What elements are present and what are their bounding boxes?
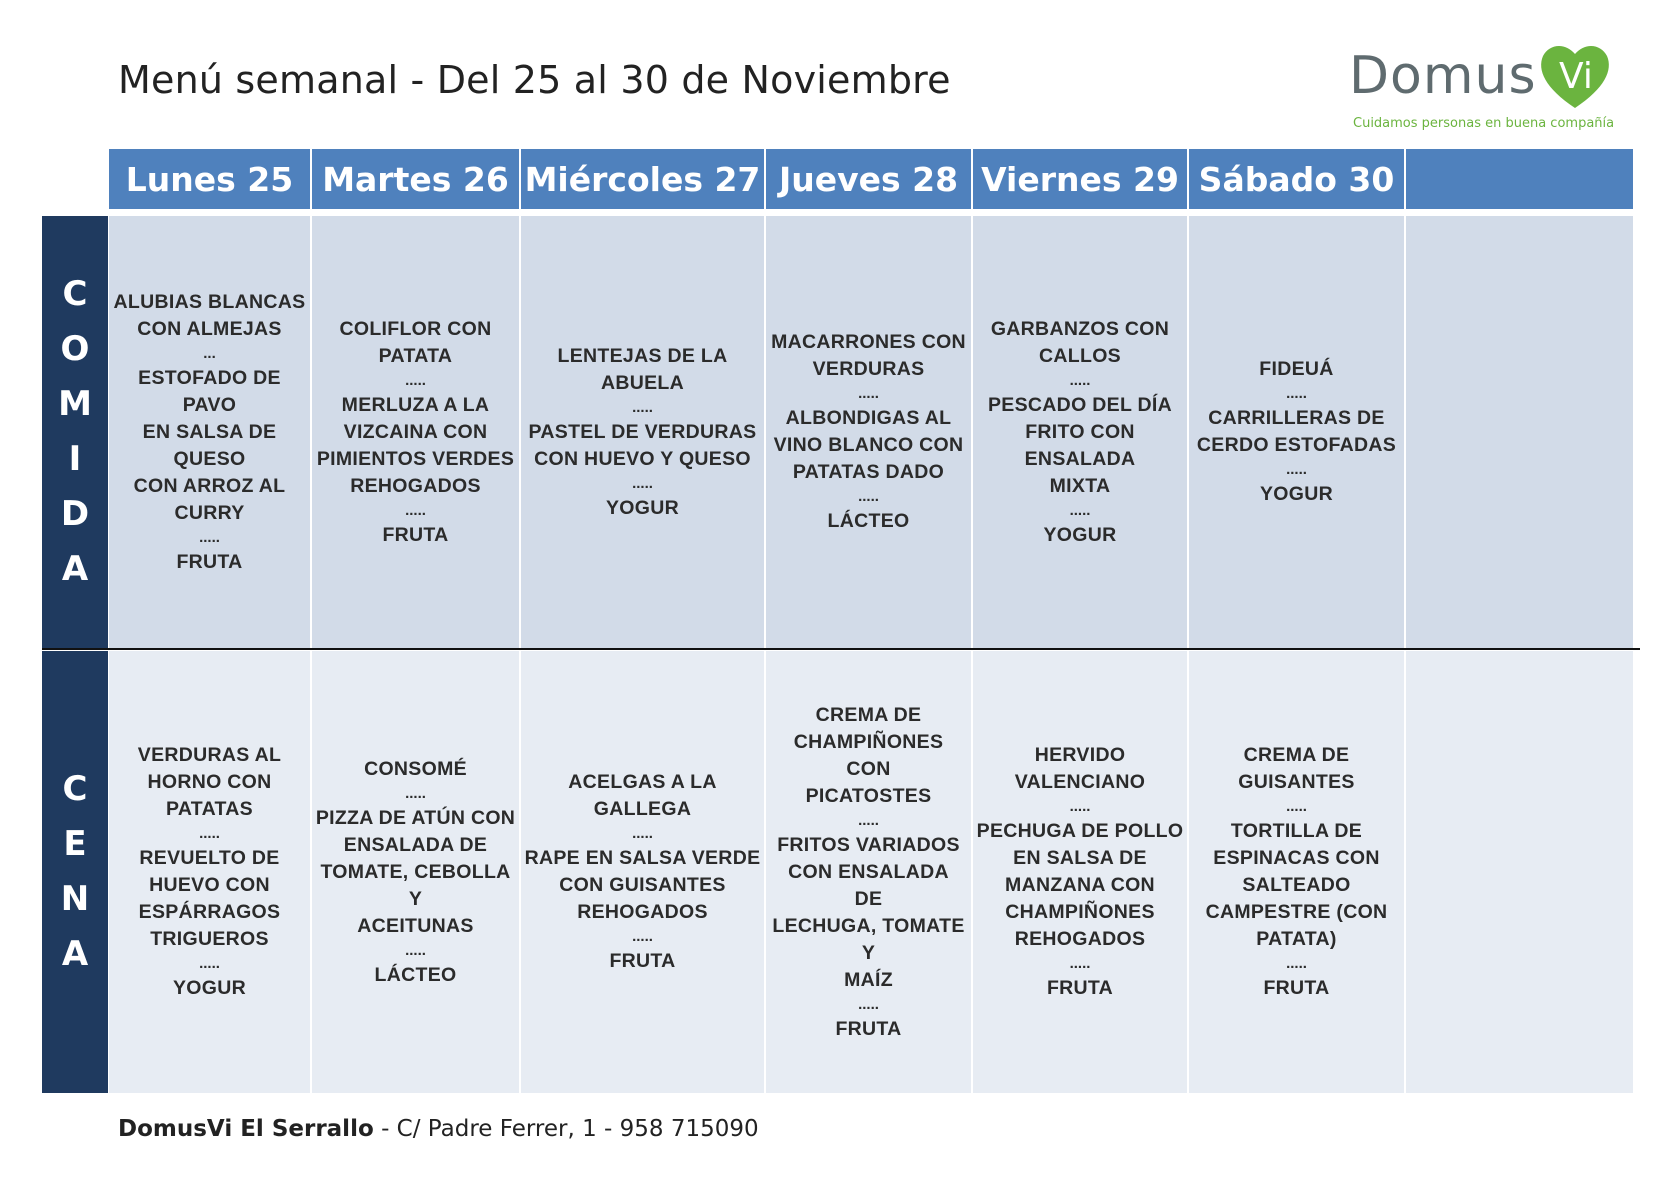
dish-line: MANZANA CON <box>1005 874 1155 896</box>
dish-separator: ..... <box>405 941 426 959</box>
cena-label <box>42 651 108 1093</box>
dish-line: TORTILLA DE <box>1230 820 1363 842</box>
dish-line: LECHUGA, TOMATE Y <box>772 914 971 964</box>
dish-separator: ..... <box>1286 955 1307 972</box>
logo-wordmark: Domus <box>1349 46 1537 106</box>
dish-separator: ..... <box>1286 385 1307 402</box>
day-header <box>1406 149 1633 209</box>
dish-separator: ..... <box>1286 798 1307 815</box>
footer-address <box>118 1116 759 1142</box>
dish-line: CON ENSALADA DE <box>788 860 961 910</box>
menu-cell <box>109 651 312 1093</box>
dish-line: SALTEADO <box>1242 874 1351 896</box>
day-header: Jueves 28 <box>766 149 973 209</box>
comida-label <box>42 216 108 648</box>
dish-separator: ..... <box>405 501 426 519</box>
dish-separator: ..... <box>199 528 220 546</box>
side-label-letter: M <box>58 384 92 424</box>
day-header: Viernes 29 <box>973 149 1189 209</box>
dish-line: ACEITUNAS <box>357 914 474 937</box>
side-label-letter: N <box>60 879 90 919</box>
dish-line: MACARRONES CON <box>771 331 966 353</box>
dish-line: EN SALSA DE QUESO <box>142 420 283 470</box>
dish-line: LÁCTEO <box>827 510 910 532</box>
dish-line: CON GUISANTES <box>559 874 726 896</box>
dish-separator: ..... <box>1069 955 1091 972</box>
dish-line: TOMATE, CEBOLLA Y <box>320 860 516 910</box>
dish-separator: ..... <box>632 474 653 492</box>
dish-line: MIXTA <box>1049 474 1111 497</box>
menu-cell <box>766 651 973 1093</box>
dish-separator: ..... <box>632 928 653 945</box>
dish-line: CON HUEVO Y QUESO <box>534 447 751 470</box>
dish-line: FRUTA <box>1263 977 1330 999</box>
dish-line: REVUELTO DE <box>139 847 280 869</box>
dish-line: PATATA <box>378 344 453 367</box>
menu-cell <box>521 216 766 648</box>
menu-cell <box>973 651 1189 1093</box>
dish-line: CARRILLERAS DE <box>1208 407 1385 429</box>
dish-line: PIMIENTOS VERDES <box>316 447 515 470</box>
day-header: Sábado 30 <box>1189 149 1406 209</box>
dish-line: CHAMPIÑONES CON <box>793 730 949 780</box>
dish-line: PIZZA DE ATÚN CON <box>315 806 516 829</box>
dish-line: LÁCTEO <box>374 963 457 986</box>
dish-line: RAPE EN SALSA VERDE <box>524 847 761 869</box>
dish-separator: ..... <box>405 784 426 802</box>
dish-separator: ..... <box>858 811 879 829</box>
side-label-letter: D <box>60 494 90 534</box>
dish-separator: ..... <box>1069 371 1091 389</box>
dish-line: PASTEL DE VERDURAS <box>528 420 757 443</box>
dish-line: HUEVO CON <box>149 874 270 896</box>
menu-cell <box>521 651 766 1093</box>
side-label-letter: O <box>60 329 90 369</box>
dish-line: CALLOS <box>1039 344 1121 367</box>
dish-separator: ..... <box>632 825 653 842</box>
menu-cell <box>766 216 973 648</box>
dish-separator: ..... <box>632 398 653 416</box>
dish-separator: ..... <box>199 955 220 972</box>
comida-row <box>109 216 1633 648</box>
dish-line: FIDEUÁ <box>1259 358 1334 380</box>
footer-name: DomusVi El Serrallo <box>118 1116 374 1142</box>
logo-mark-text: Vi <box>1559 56 1593 97</box>
side-label-letter: E <box>63 824 87 864</box>
menu-cell <box>1406 651 1633 1093</box>
dish-line: FRUTA <box>1046 977 1114 999</box>
dish-line: PATATA) <box>1256 928 1337 950</box>
dish-line: VERDURAS <box>812 358 925 380</box>
dish-line: FRUTA <box>609 950 676 972</box>
logo-tagline: Cuidamos personas en buena compañía <box>1353 116 1615 131</box>
domusvi-logo <box>1345 38 1615 138</box>
menu-cell <box>973 216 1189 648</box>
dish-line: VIZCAINA CON <box>343 420 488 443</box>
dish-line: ALUBIAS BLANCAS <box>113 290 306 313</box>
dish-line: ESPINACAS CON <box>1213 847 1380 869</box>
dish-line: ESPÁRRAGOS <box>138 901 281 923</box>
heart-leaf-icon <box>1535 38 1615 114</box>
dish-line: VINO BLANCO CON <box>773 434 964 456</box>
dish-line: CON ARROZ AL <box>133 474 286 497</box>
dish-line: YOGUR <box>605 496 679 519</box>
dish-line: VERDURAS AL <box>137 744 282 766</box>
dish-line: REHOGADOS <box>1014 928 1146 950</box>
dish-separator: ..... <box>405 371 426 389</box>
dish-line: CON ALMEJAS <box>137 317 282 340</box>
day-header: Miércoles 27 <box>521 149 766 209</box>
dish-line: CREMA DE GUISANTES <box>1238 744 1356 793</box>
day-header: Lunes 25 <box>109 149 312 209</box>
dish-line: PECHUGA DE POLLO <box>976 820 1184 842</box>
dish-line: PATATAS DADO <box>792 461 945 483</box>
dish-line: CERDO ESTOFADAS <box>1196 434 1397 456</box>
menu-cell <box>109 216 312 648</box>
dish-line: REHOGADOS <box>350 474 481 497</box>
dish-line: TRIGUEROS <box>150 928 269 950</box>
side-label-letter: I <box>68 439 82 479</box>
dish-line: PESCADO DEL DÍA <box>988 393 1172 416</box>
dish-separator: ..... <box>199 825 220 842</box>
menu-cell <box>1189 216 1406 648</box>
dish-line: FRUTA <box>835 1017 902 1040</box>
row-divider <box>42 648 1640 650</box>
dish-line: MAÍZ <box>844 968 893 991</box>
dish-separator: ..... <box>1069 501 1091 519</box>
dish-line: CONSOMÉ <box>364 757 467 780</box>
menu-cell <box>1406 216 1633 648</box>
dish-line: CHAMPIÑONES <box>1005 901 1155 923</box>
dish-line: FRUTA <box>382 523 449 546</box>
page-title: Menú semanal - Del 25 al 30 de Noviembre <box>118 58 951 102</box>
dish-line: LENTEJAS DE LA ABUELA <box>557 344 733 394</box>
dish-line: EN SALSA DE <box>1013 847 1147 869</box>
dish-line: CURRY <box>174 501 245 524</box>
dish-line: GARBANZOS CON <box>990 317 1170 340</box>
dish-separator: ... <box>203 344 216 362</box>
dish-line: REHOGADOS <box>577 901 708 923</box>
day-header: Martes 26 <box>312 149 521 209</box>
dish-line: MERLUZA A LA <box>341 393 490 416</box>
dish-separator: ..... <box>858 995 879 1013</box>
dish-separator: ..... <box>858 385 879 402</box>
dish-line: YOGUR <box>1259 483 1333 505</box>
dish-line: YOGUR <box>172 977 246 999</box>
side-label-letter: A <box>61 549 89 589</box>
cena-row <box>109 651 1633 1093</box>
dish-line: ESTOFADO DE PAVO <box>138 366 287 416</box>
dish-line: PATATAS <box>166 798 253 820</box>
menu-cell <box>1189 651 1406 1093</box>
dish-line: YOGUR <box>1043 523 1117 546</box>
side-label-letter: A <box>61 934 89 974</box>
dish-line: HORNO CON <box>147 771 272 793</box>
side-label-letter: C <box>62 769 88 809</box>
days-header <box>109 149 1633 209</box>
dish-line: CAMPESTRE (CON <box>1205 901 1388 923</box>
dish-line: VALENCIANO <box>1014 771 1146 793</box>
dish-line: CREMA DE <box>815 703 922 726</box>
dish-separator: ..... <box>1286 461 1307 478</box>
footer-details: - C/ Padre Ferrer, 1 - 958 715090 <box>373 1116 759 1142</box>
side-label-letter: C <box>62 274 88 314</box>
dish-line: FRITO CON ENSALADA <box>1024 420 1141 470</box>
dish-line: ALBONDIGAS AL <box>785 407 952 429</box>
dish-line: PICATOSTES <box>805 784 932 807</box>
menu-cell <box>312 216 521 648</box>
dish-line: COLIFLOR CON <box>339 317 492 340</box>
menu-cell <box>312 651 521 1093</box>
dish-line: HERVIDO <box>1034 744 1126 766</box>
dish-line: ENSALADA DE <box>343 833 488 856</box>
dish-line: ACELGAS A LA GALLEGA <box>568 771 723 820</box>
dish-separator: ..... <box>858 488 879 505</box>
dish-line: FRUTA <box>176 550 243 573</box>
dish-line: FRITOS VARIADOS <box>777 833 960 856</box>
dish-separator: ..... <box>1069 798 1091 815</box>
